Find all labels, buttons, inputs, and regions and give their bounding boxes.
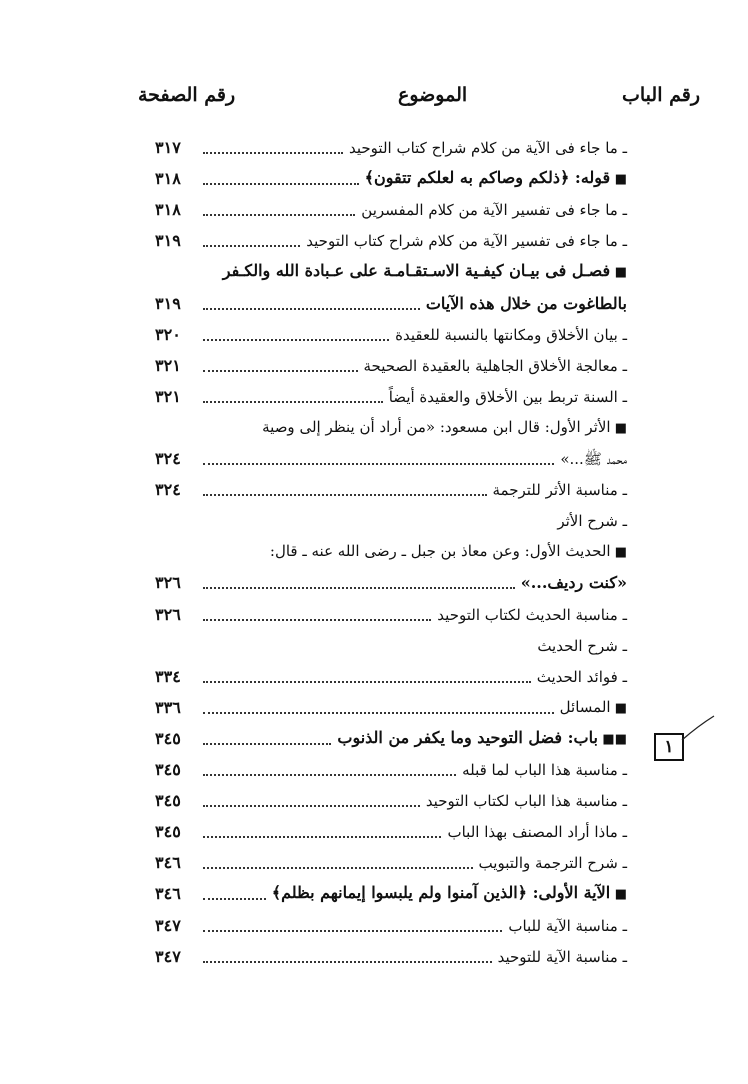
page-number: ٣٢٤ <box>155 449 181 468</box>
page-number: ٣٤٧ <box>155 915 181 935</box>
toc-entry-title <box>479 850 627 876</box>
dash-prefix: ـ <box>617 636 627 655</box>
toc-entry-title <box>537 664 627 690</box>
toc-entry <box>155 819 627 845</box>
entry-text: ما جاء فى تفسير الآية من كلام المفسرين <box>361 201 618 220</box>
entry-text: مناسبة الآية للتوحيد <box>497 947 618 966</box>
dash-prefix: ـ <box>617 481 627 500</box>
entry-text: شرح الترجمة والتبويب <box>478 854 618 873</box>
page-number: ٣٣٦ <box>155 697 181 717</box>
toc-entry-title <box>306 228 627 254</box>
dash-prefix: ـ <box>617 916 627 935</box>
dot-leader <box>203 710 554 714</box>
toc-entry <box>155 197 627 223</box>
dash-prefix: ـ <box>617 139 627 157</box>
toc-entry-title <box>426 291 627 317</box>
dash-prefix: ـ <box>617 605 627 624</box>
page-number: ٣٢٤ <box>155 480 181 500</box>
entry-text: الآية الأولى: ﴿الذين آمنوا ولم يلبسوا إيمانهم بظلم﴾ <box>271 883 611 903</box>
dash-prefix: ـ <box>617 201 627 220</box>
dot-leader <box>203 212 355 216</box>
toc-entry-title <box>521 570 627 596</box>
dot-leader <box>203 741 331 745</box>
dash-prefix: ـ <box>617 667 627 686</box>
entry-text: مناسبة الآية للباب <box>508 916 618 935</box>
toc-entry-title <box>437 602 627 628</box>
toc-entry <box>155 944 627 970</box>
page-number: ٣٤٦ <box>155 853 181 873</box>
dash-prefix: ـ <box>617 947 627 966</box>
toc-entry <box>155 881 627 907</box>
dot-leader <box>203 243 300 247</box>
toc-entry <box>155 228 627 254</box>
toc-entry <box>155 384 627 410</box>
entry-text: مناسبة هذا الباب لكتاب التوحيد <box>425 792 618 811</box>
pointer-line <box>680 714 716 742</box>
toc-entry-title <box>272 880 627 908</box>
entry-text: المسائل <box>559 697 611 716</box>
page-number: ٣١٨ <box>155 169 181 189</box>
toc-entry <box>155 695 627 721</box>
dot-leader <box>203 368 358 372</box>
toc-entry-title <box>365 165 627 193</box>
bullet-marker: ■ <box>610 265 627 281</box>
toc-entry <box>155 353 627 379</box>
entry-text: مناسبة الحديث لكتاب التوحيد <box>437 605 618 624</box>
dot-leader <box>203 896 266 900</box>
dot-leader <box>203 959 492 963</box>
toc-entry <box>155 602 627 628</box>
toc-entry <box>155 633 627 659</box>
toc-entry-title <box>508 913 627 939</box>
dash-prefix: ـ <box>617 387 627 406</box>
entry-text: ما جاء فى الآية من كلام شراح كتاب التوحيد <box>349 139 618 157</box>
chapter-number-box: ١ <box>654 733 684 761</box>
dot-leader <box>203 865 473 869</box>
page-number: ٣١٩ <box>155 293 181 313</box>
page-number: ٣١٩ <box>155 231 181 251</box>
entry-text: ما جاء فى تفسير الآية من كلام شراح كتاب التوحيد <box>306 232 618 251</box>
toc-entry-title <box>349 135 627 161</box>
bullet-marker: ■■ <box>597 731 627 747</box>
entry-text: شرح الأثر <box>557 512 618 531</box>
toc-entry <box>155 166 627 192</box>
dot-leader <box>203 181 359 185</box>
toc-entry-title <box>395 322 627 348</box>
toc-entry-title <box>361 197 627 223</box>
toc-entry <box>155 291 627 317</box>
toc-entry <box>155 570 627 596</box>
toc-entry-title <box>337 725 627 753</box>
entry-text: ماذا أراد المصنف بهذا الباب <box>447 823 618 842</box>
toc-entry <box>155 664 627 690</box>
header-topic: الموضوع <box>398 84 468 106</box>
toc-entry <box>155 477 627 503</box>
toc-entry <box>155 135 627 161</box>
toc-entry-title <box>426 788 627 814</box>
dot-leader <box>203 834 441 838</box>
page-number: ٣١٧ <box>155 138 181 157</box>
page-number: ٣٤٥ <box>155 728 181 748</box>
page-number: ٣٤٥ <box>155 760 181 779</box>
header-chapter-number: رقم الباب <box>622 84 700 106</box>
entry-text: الأثر الأول: قال ابن مسعود: «من أراد أن ينظر إلى وصية <box>262 417 611 436</box>
entry-text: «كنت رديف...» <box>520 573 627 593</box>
toc-entry <box>155 446 627 472</box>
toc-entry <box>155 322 627 348</box>
dash-prefix: ـ <box>617 792 627 811</box>
dash-prefix: ـ <box>617 761 627 779</box>
entry-text: قوله: ﴿ذلكم وصاكم به لعلكم تتقون﴾ <box>364 168 611 188</box>
dash-prefix: ـ <box>617 823 627 842</box>
toc-entry <box>155 850 627 876</box>
dot-leader <box>203 461 554 465</box>
entry-text: بالطاغوت من خلال هذه الآيات <box>425 293 627 313</box>
entry-text: باب: فضل التوحيد وما يكفر من الذنوب <box>337 727 598 747</box>
dot-leader <box>203 399 383 403</box>
entry-text: الحديث الأول: وعن معاذ بن جبل ـ رضى الله عنه ـ قال: <box>269 542 611 561</box>
toc-entry-title <box>364 353 627 379</box>
toc-entry <box>155 508 627 534</box>
dot-leader <box>203 679 531 683</box>
entry-text: مناسبة هذا الباب لما قبله <box>462 761 618 779</box>
entry-text: معالجة الأخلاق الجاهلية بالعقيدة الصحيحة <box>363 356 618 375</box>
dash-prefix: ـ <box>617 232 627 251</box>
bullet-marker: ■ <box>610 700 627 716</box>
toc-entry <box>155 539 627 565</box>
entry-text: بيان الأخلاق ومكانتها بالنسبة للعقيدة <box>395 325 618 344</box>
dot-leader <box>203 928 502 932</box>
toc-entry-title <box>557 508 627 534</box>
dot-leader <box>203 306 420 310</box>
dash-prefix: ـ <box>617 356 627 375</box>
page-number: ٣٢٠ <box>155 324 181 344</box>
toc-entry <box>155 259 627 285</box>
page-number: ٣٢٦ <box>155 604 181 624</box>
bullet-marker: ■ <box>610 172 627 188</box>
page-number: ٣٢١ <box>155 355 181 375</box>
toc-entry-title <box>560 694 627 722</box>
page-number: ٣٤٧ <box>155 946 181 966</box>
entry-text: السنة تربط بين الأخلاق والعقيدة أيضاً <box>388 387 618 406</box>
dash-prefix: ـ <box>617 854 627 873</box>
dot-leader <box>203 772 456 776</box>
dot-leader <box>203 150 343 154</box>
toc-entry <box>155 726 627 752</box>
page-number: ٣٣٤ <box>155 666 181 686</box>
bullet-marker: ■ <box>610 545 627 561</box>
dot-leader <box>203 617 431 621</box>
toc-entry-title <box>262 414 627 442</box>
toc-entry-title <box>498 944 627 970</box>
toc-entry-title <box>270 538 627 566</box>
entry-text: فصـل فى بيـان كيفـية الاسـتقـامـة على عـبادة الله والكـفر <box>222 261 611 281</box>
bullet-marker: ■ <box>610 420 627 436</box>
dash-prefix: ـ <box>617 512 627 531</box>
entry-text: شرح الحديث <box>537 636 618 655</box>
dot-leader <box>203 337 389 341</box>
page-number: ٣٤٥ <box>155 822 181 842</box>
entry-text: مناسبة الأثر للترجمة <box>492 481 618 500</box>
toc-entry <box>155 788 627 814</box>
toc-entry-title <box>447 819 627 845</box>
entry-text: فوائد الحديث <box>536 667 618 686</box>
toc-entry-title <box>560 446 627 472</box>
toc-entry-title <box>462 757 627 783</box>
toc-entry-title <box>493 477 627 503</box>
toc-entry-title <box>537 633 627 659</box>
dot-leader <box>203 803 420 807</box>
page-number: ٣٤٦ <box>155 884 181 904</box>
toc-entry-title <box>223 258 627 286</box>
dot-leader <box>203 585 515 589</box>
toc-entry <box>155 757 627 783</box>
bullet-marker: ■ <box>610 887 627 903</box>
dot-leader <box>203 492 487 496</box>
page-number: ٣٢١ <box>155 386 181 406</box>
toc-entry-title <box>389 384 627 410</box>
dash-prefix: ـ <box>617 325 627 344</box>
entry-text: محمد ﷺ...» <box>560 450 627 468</box>
toc-entry <box>155 913 627 939</box>
header-page-number: رقم الصفحة <box>138 84 236 106</box>
page-number: ٣٢٦ <box>155 573 181 593</box>
toc-entry <box>155 415 627 441</box>
page-number: ٣٤٥ <box>155 791 181 811</box>
page-number: ٣١٨ <box>155 200 181 220</box>
